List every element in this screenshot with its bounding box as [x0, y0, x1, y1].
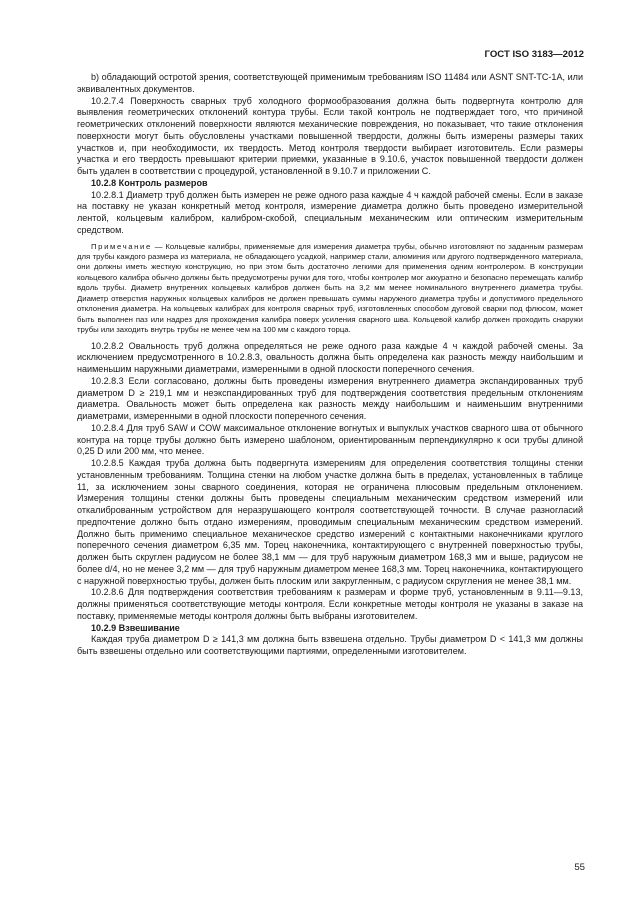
paragraph-item-b: b) обладающий остротой зрения, соответствующей применимым требованиям ISO 11484 или ASNT SNT-TC-1A, или эквивалентных документов. [77, 72, 583, 94]
section-heading-10-2-9: 10.2.9 Взвешивание [91, 622, 180, 633]
paragraph-10-2-8-3: 10.2.8.3 Если согласовано, должны быть проведены измерения внутреннего диаметра экспандированных труб диаметром D ≥ 219,1 мм и неэкспандированных труб для подтверждения соответствия предельным отклонениям диаметра. Овальность может быть определена как разность между наибольшим и наименьшим внутренними диаметрами, измеренными в одной плоскости поперечного сечения. [77, 375, 583, 422]
paragraph-10-2-8-5: 10.2.8.5 Каждая труба должна быть подвергнута измерениям для определения соответствия толщины стенки установленным требованиям. Толщина стенки на любом участке должна быть в пределах, установленных в таблице 11, за исключением зоны сварного соединения, которая не ограничена плюсовым предельным отклонением. Измерения толщины стенки должны быть проведены специальным механическим средством измерений или откалиброванным устройством для неразрушающего контроля соответствующей точности. В случае разногласий предпочтение должно быть отдано измерениям, проводимым специальным механическим средством измерений. Должно быть применимо специальное механическое средство измерений с контактными наконечниками круглого поперечного сечения диаметром 6,35 мм. Торец наконечника, контактирующего с внутренней поверхностью трубы, должен быть скруглен радиусом не более 38,1 мм — для труб наружным диаметром 168,3 мм и выше, радиусом не более d/4, но не менее 3,2 мм — для труб наружным диаметром менее 168,3 мм. Торец наконечника, контактирующего с наружной поверхностью трубы, должен быть плоским или закругленным, с радиусом скругления не менее 38,1 мм. [77, 458, 583, 586]
paragraph-10-2-7-4: 10.2.7.4 Поверхность сварных труб холодного формообразования должна быть подвергнута контролю для выявления геометрических отклонений контура трубы. Если такой контроль не подтверждает того, что причиной геометрических отклонений поверхности являются механические повреждения, но показывает, что такие отклонения поверхности могут быть обусловлены участками повышенной твердости, должны быть измерены размеры таких участков и, при необходимости, их твердость. Метод контроля твердости выбирает изготовитель. Если размеры участка и его твердость превышают критерии приемки, указанные в 9.10.6, участок повышенной твердости должен быть удален в соответствии с процедурой, установленной в 9.10.7 и приложении C. [77, 95, 583, 176]
document-body [77, 72, 583, 658]
standard-header: ГОСТ ISO 3183—2012 [484, 49, 584, 60]
section-heading-10-2-8: 10.2.8 Контроль размеров [91, 177, 208, 188]
paragraph-10-2-8-4: 10.2.8.4 Для труб SAW и COW максимальное отклонение вогнутых и выпуклых участков сварного шва от обычного контура на торце трубы должно быть измерено шаблоном, ориентированным перпендикулярно к оси трубы длиной 0,25 D или 200 мм, что менее. [77, 422, 583, 457]
note-text: — Кольцевые калибры, применяемые для измерения диаметра трубы, обычно изготовляют по заданным размерам для трубы каждого размера из материала, не обладающего усадкой, например стали, алюминия или другого подтвержденного материала, они должны иметь жесткую конструкцию, но при этом быть достаточно легкими для применения одним контролером. В конструкции кольцевого калибра обычно должны быть предусмотрены ручки для того, чтобы контролер мог аккуратно и безопасно перемещать калибр вдоль трубы. Диаметр внутренних кольцевых калибров должен быть на 3,2 мм менее номинального внутреннего диаметра трубы. Диаметр отверстия наружных кольцевых калибров не должен превышать суммы наружного диаметра трубы и допустимого предельного отклонения диаметра. На кольцевых калибрах для контроля сварных труб, изготовленных способом дуговой сварки под флюсом, может быть выполнен паз или надрез для прохождения калибра поверх усиления сварного шва. Кольцевой калибр должен проходить снаружи трубы или заходить внутрь трубы не менее чем на 100 мм с каждого торца. [77, 241, 583, 335]
paragraph-10-2-8-6: 10.2.8.6 Для подтверждения соответствия требованиям к размерам и форме труб, установленным в 9.11—9.13, должны применяться соответствующие методы контроля. Если конкретные методы контроля не указаны в заказе на поставку, применяемые методы контроля должны быть выбраны изготовителем. [77, 587, 583, 621]
page-number: 55 [574, 862, 585, 873]
paragraph-10-2-8-2: 10.2.8.2 Овальность труб должна определяться не реже одного раза каждые 4 ч каждой рабочей смены. За исключением предусмотренного в 10.2.8.3, овальность должна быть определена как разность между наибольшим и наименьшим наружными диаметрами, измеренными в одной плоскости поперечного сечения. [77, 340, 583, 375]
paragraph-weighing: Каждая труба диаметром D ≥ 141,3 мм должна быть взвешена отдельно. Трубы диаметром D < 141,3 мм должны быть взвешены отдельно или соответствующими партиями, определенными изготовителем. [77, 634, 583, 657]
note-block [77, 242, 583, 336]
note-label: Примечание [91, 241, 152, 251]
paragraph-10-2-8-1: 10.2.8.1 Диаметр труб должен быть измерен не реже одного раза каждые 4 ч каждой рабочей смены. Если в заказе на поставку не указан конкретный метод контроля, измерение диаметра должно быть проведено измерительной лентой, кольцевым калибром, калибром-скобой, специальным механическим или оптическим измерительным средством. [77, 189, 583, 235]
